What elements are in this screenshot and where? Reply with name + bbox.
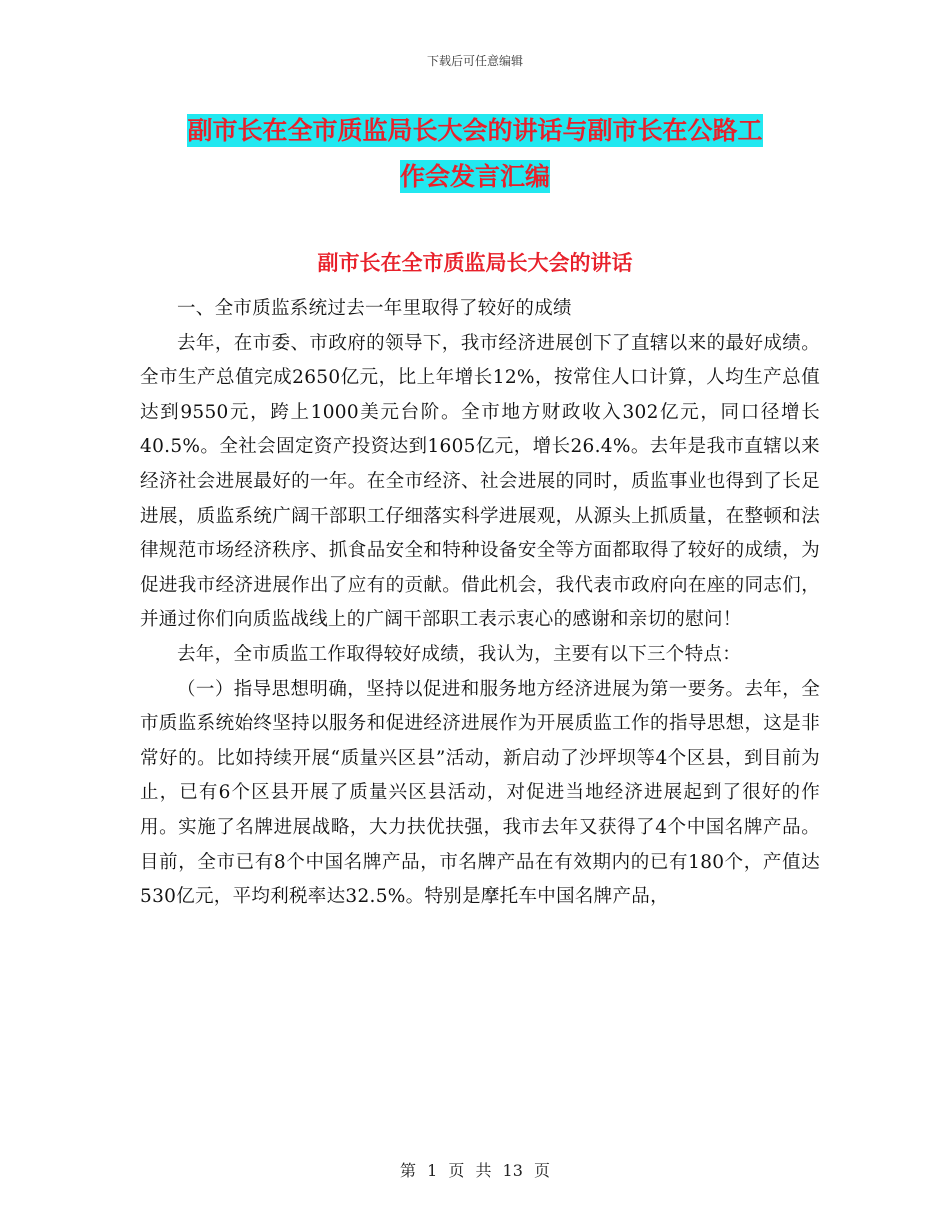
- paragraph: （一）指导思想明确，坚持以促进和服务地方经济进展为第一要务。去年，全市质监系统始终坚持以服务和促进经济进展作为开展质监工作的指导思想，这是非常好的。比如持续开展“质量兴区县”活动，新启动了沙坪坝等4个区县，到目前为止，已有6个区县开展了质量兴区县活动，对促进当地经济进展起到了很好的作用。实施了名牌进展战略，大力扶优扶强，我市去年又获得了4个中国名牌产品。目前，全市已有8个中国名牌产品，市名牌产品在有效期内的已有180个，产值达530亿元，平均利税率达32.5%。特别是摩托车中国名牌产品，: [140, 678, 820, 908]
- document-title-line-1: 副市长在全市质监局长大会的讲话与副市长在公路工: [187, 116, 763, 145]
- section-title: 副市长在全市质监局长大会的讲话: [317, 251, 633, 275]
- paragraph: 去年，在市委、市政府的领导下，我市经济进展创下了直辖以来的最好成绩。全市生产总值完成2650亿元，比上年增长12%，按常住人口计算，人均生产总值达到9550元，跨上1000美元台阶。全市地方财政收入302亿元，同口径增长40.5%。全社会固定资产投资达到1605亿元，增长26.4%。去年是我市直辖以来经济社会进展最好的一年。在全市经济、社会进展的同时，质监事业也得到了长足进展，质监系统广阔干部职工仔细落实科学进展观，从源头上抓质量，在整顿和法律规范市场经济秩序、抓食品安全和特种设备安全等方面都取得了较好的成绩，为促进我市经济进展作出了应有的贡献。借此机会，我代表市政府向在座的同志们，并通过你们向质监战线上的广阔干部职工表示衷心的感谢和亲切的慰问！: [140, 332, 820, 631]
- paragraph: 去年，全市质监工作取得较好成绩，我认为，主要有以下三个特点：: [177, 643, 742, 665]
- page-number-footer: 第 1 页 共 13 页: [400, 1161, 550, 1180]
- document-body: [140, 292, 820, 915]
- header-note: 下载后可任意编辑: [426, 54, 523, 68]
- section-heading-1: 一、全市质监系统过去一年里取得了较好的成绩: [177, 298, 572, 319]
- document-title-line-2: 作会发言汇编: [399, 162, 550, 191]
- document-title: [140, 108, 810, 200]
